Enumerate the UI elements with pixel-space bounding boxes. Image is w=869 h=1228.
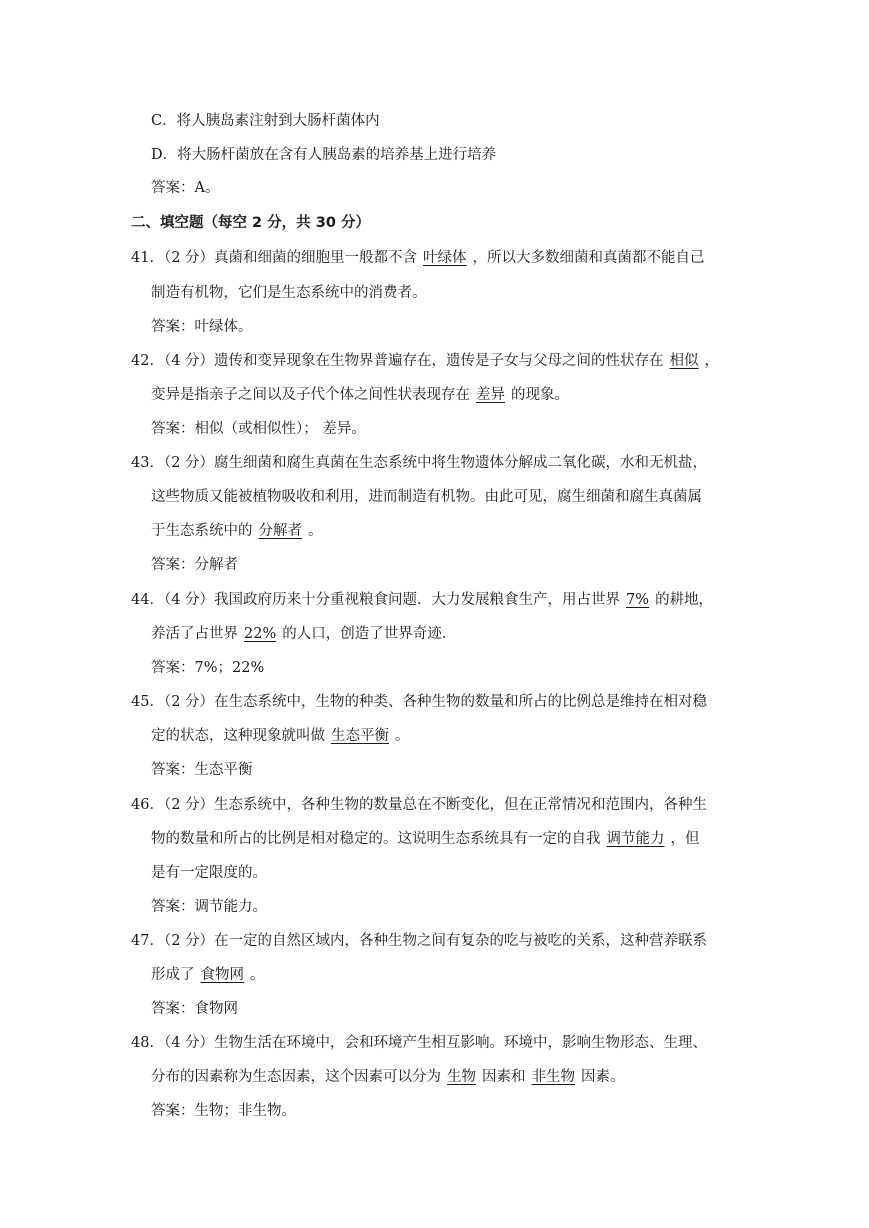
- q41-text-post: ，所以大多数细菌和真菌都不能自己: [472, 250, 705, 266]
- q41-line2: 制造有机物，它们是生态系统中的消费者。: [151, 285, 427, 301]
- q41-blank: 叶绿体: [423, 250, 467, 266]
- q45-blank: 生态平衡: [331, 728, 389, 744]
- q42-blank-2: 差异: [476, 387, 505, 403]
- answer-43: 答案：分解者: [151, 557, 238, 573]
- q42-blank-1: 相似: [669, 353, 699, 369]
- q46-line3: 是有一定限度的。: [151, 865, 267, 881]
- answer-46: 答案：调节能力。: [151, 899, 267, 915]
- q47-line2: [151, 965, 265, 985]
- question-47: 47．（2 分）在一定的自然区域内，各种生物之间有复杂的吃与被吃的关系，这种营养联系: [131, 933, 708, 949]
- question-45: 45．（2 分）在生态系统中，生物的种类、各种生物的数量和所占的比例总是维持在相对稳: [131, 694, 708, 710]
- answer-42: 答案：相似（或相似性）； 差异。: [151, 421, 366, 437]
- q44-blank-1: 7%: [626, 592, 650, 608]
- q47-line2-pre: 形成了: [151, 967, 195, 983]
- answer-45: 答案：生态平衡: [151, 762, 253, 778]
- answer-41: 答案：叶绿体。: [151, 319, 253, 335]
- q43-line3-pre: 于生态系统中的: [151, 523, 253, 539]
- q46-blank: 调节能力: [606, 831, 665, 847]
- q42-text-post: ，: [704, 353, 720, 369]
- option-c: C．将人胰岛素注射到大肠杆菌体内: [151, 113, 380, 129]
- question-46: 46．（2 分）生态系统中，各种生物的数量总在不断变化，但在正常情况和范围内，各种生: [131, 797, 708, 813]
- q43-blank: 分解者: [258, 523, 302, 539]
- q47-line2-post: 。: [250, 967, 265, 983]
- question-48: 48．（4 分）生物生活在环境中，会和环境产生相互影响。环境中，影响生物形态、生理、: [131, 1035, 708, 1051]
- q44-line2-pre: 养活了占世界: [151, 626, 238, 642]
- q42-line2-post: 的现象。: [511, 387, 569, 403]
- q42-text-pre: 42．（4 分）遗传和变异现象在生物界普遍存在，遗传是子女与父母之间的性状存在: [131, 353, 664, 369]
- answer-47: 答案：食物网: [151, 1001, 238, 1017]
- q48-line2-post: 因素。: [581, 1069, 625, 1085]
- answer-44: 答案：7%；22%: [151, 660, 265, 676]
- q44-text-pre: 44．（4 分）我国政府历来十分重视粮食问题．大力发展粮食生产，用占世界: [131, 592, 621, 608]
- question-43: 43．（2 分）腐生细菌和腐生真菌在生态系统中将生物遗体分解成二氧化碳，水和无机盐，: [131, 455, 708, 471]
- q48-line2-pre: 分布的因素称为生态因素，这个因素可以分为: [151, 1069, 441, 1085]
- q42-line2-pre: 变异是指亲子之间以及子代个体之间性状表现存在: [151, 387, 470, 403]
- q45-line2-post: 。: [395, 728, 410, 744]
- question-41: [131, 248, 705, 268]
- q45-line2-pre: 定的状态，这种现象就叫做: [151, 728, 325, 744]
- option-d: D．将大肠杆菌放在含有人胰岛素的培养基上进行培养: [151, 147, 497, 163]
- question-42: [131, 351, 719, 371]
- q44-line2: [151, 624, 456, 644]
- q48-blank-1: 生物: [447, 1069, 476, 1085]
- section-heading-fill-in: 二、填空题（每空 2 分，共 30 分）: [131, 215, 370, 231]
- q48-line2-mid: 因素和: [482, 1069, 526, 1085]
- q46-line2-pre: 物的数量和所占的比例是相对稳定的。这说明生态系统具有一定的自我: [151, 831, 601, 847]
- answer-40: 答案：A。: [151, 180, 220, 196]
- answer-48: 答案：生物；非生物。: [151, 1103, 296, 1119]
- q42-line2: [151, 385, 569, 405]
- q43-line3: [151, 521, 323, 541]
- q43-line3-post: 。: [308, 523, 323, 539]
- q47-blank: 食物网: [200, 967, 244, 983]
- q48-line2: [151, 1067, 625, 1087]
- q41-text-pre: 41．（2 分）真菌和细菌的细胞里一般都不含: [131, 250, 418, 266]
- q48-blank-2: 非生物: [531, 1069, 575, 1085]
- q44-blank-2: 22%: [244, 626, 277, 642]
- q44-text-post: 的耕地，: [655, 592, 714, 608]
- q44-line2-post: 的人口，创造了世界奇迹．: [282, 626, 457, 642]
- q43-line2: 这些物质又能被植物吸收和利用，进而制造有机物。由此可见，腐生细菌和腐生真菌属: [151, 489, 702, 505]
- question-44: [131, 590, 713, 610]
- q46-line2-post: ，但: [670, 831, 700, 847]
- q45-line2: [151, 726, 410, 746]
- q46-line2: [151, 829, 700, 849]
